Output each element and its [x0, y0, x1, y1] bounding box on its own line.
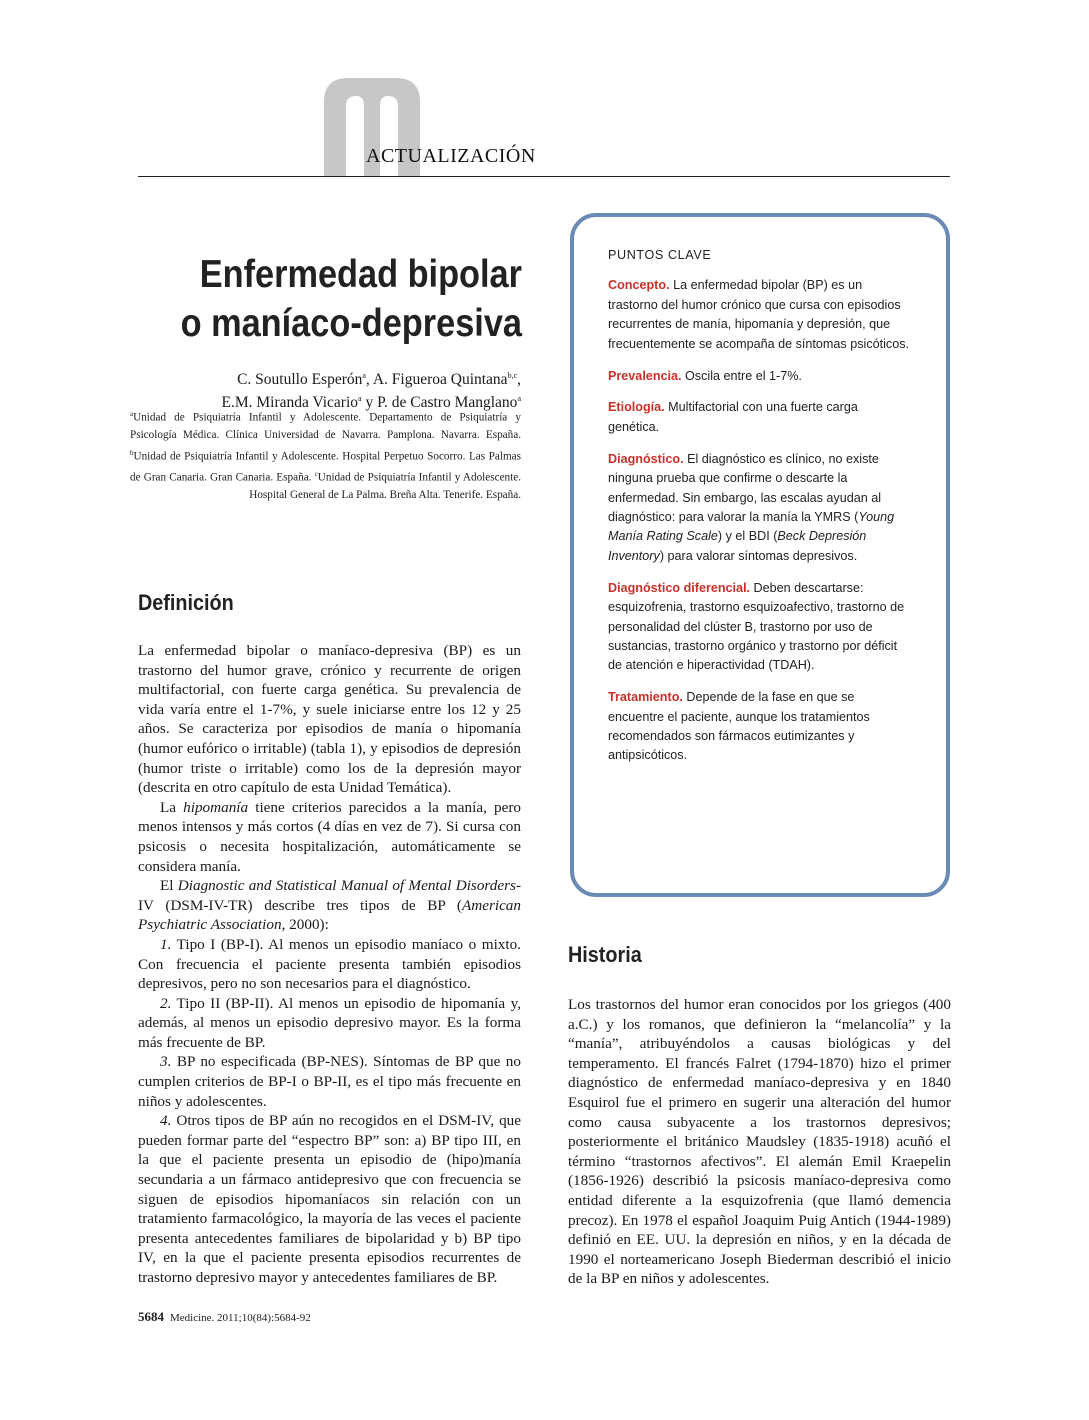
page-footer [138, 1309, 311, 1325]
list-number: 2. [160, 994, 172, 1012]
text-run: BP no especificada (BP-NES). Síntomas de BP que no cumplen criterios de BP-I o BP-II, es el tipo más frecuente en niños y adolescentes. [138, 1053, 521, 1110]
page-number: 5684 [138, 1309, 164, 1324]
paragraph: Los trastornos del humor eran conocidos por los griegos (400 a.C.) y los romanos, que definieron la “melancolía” y la “manía”, atribuyéndolos a causas biológicas y del temperamento. El francés Falret (1794-1870) hizo el primer diagnóstico de enfermedad maníaco-depresiva y en 1840 Esquirol fue el primero en sugerir una alteración del humor como causa subyacente a los trastornos depresivos; posteriormente el británico Maudsley (1835-1918) acuñó el término “trastornos afectivos”. El alemán Emil Kraepelin (1856-1926) describió la psicosis maníaco-depresiva como entidad diferente a la esquizofrenia (que llamó demencia precoz). En 1978 el español Joaquim Puig Antich (1944-1989) definió en EE. UU. la depresión en niños, y en la década de 1990 el norteamericano Joseph Biederman describió el inicio de la BP en niños y adolescentes. [568, 996, 951, 1288]
key-point-tratamiento [608, 688, 910, 766]
section-heading-definicion: Definición [138, 590, 234, 615]
paragraph: La enfermedad bipolar o maníaco-depresiva (BP) es un trastorno del humor grave, crónico y recurrente de origen multifactorial, con fuerte carga genética. Su prevalencia de vida varía entre el 1-7%, y suele iniciarse entre los 12 y 25 años. Se caracteriza por episodios de manía o hipomanía (humor eufórico o irritable) (tabla 1), y episodios de depresión (humor triste o irritable) como los de la depresión mayor (descrita en otro capítulo de esta Unidad Temática). [138, 642, 521, 797]
key-point-label: Tratamiento. [608, 690, 683, 705]
italic-term: hipomanía [183, 798, 249, 816]
author-separator: , [517, 371, 521, 389]
key-point-label: Diagnóstico diferencial. [608, 580, 751, 595]
list-item [138, 1052, 521, 1111]
key-point-label: Prevalencia. [608, 368, 682, 383]
list-number: 1. [160, 935, 172, 953]
title-line-1: Enfermedad bipolar [199, 253, 522, 296]
text-run: La [160, 798, 184, 816]
key-point-text: ) para valorar síntomas depresivos. [659, 548, 858, 563]
text-run: -IV (DSM-IV-TR) describe tres tipos de BP ( [138, 877, 521, 914]
text-run: Tipo I (BP-I). Al menos un episodio maníaco o mixto. Con frecuencia el paciente presenta también episodios depresivos, pero no son necesarios para el diagnóstico. [138, 935, 521, 993]
affiliation-text: Unidad de Psiquiatría Infantil y Adolescente. Departamento de Psiquiatría y Psicología Médica. Clínica Universidad de Navarra. Pamplona. Navarra. España. [130, 411, 521, 442]
key-point-diferencial [608, 579, 910, 676]
key-point-label: Etiología. [608, 400, 665, 415]
article-title [168, 250, 522, 348]
title-line-2: o maníaco-depresiva [180, 302, 523, 345]
key-point-text: Oscila entre el 1-7%. [681, 368, 802, 383]
key-point-text: Deben descartarse: esquizofrenia, trastorno esquizoafectivo, trastorno de personalidad del clúster B, trastorno por uso de sustancias, trastorno orgánico y trastorno por déficit de atención e hiperactividad (TDAH). [608, 580, 905, 673]
author-name: C. Soutullo Esperón [237, 371, 363, 389]
affil-mark: b [130, 448, 134, 457]
historia-body [568, 995, 951, 1289]
key-points-title: PUNTOS CLAVE [608, 248, 712, 262]
list-item [138, 1111, 521, 1287]
key-point-concepto [608, 276, 910, 354]
author-name: E.M. Miranda Vicario [221, 394, 359, 412]
author-affil-mark: a [517, 394, 521, 404]
author-name: A. Figueroa Quintana [372, 371, 508, 389]
section-heading-historia: Historia [568, 942, 642, 967]
list-number: 4. [160, 1112, 172, 1130]
key-point-text: Depende de la fase en que se encuentre el paciente, aunque los tratamientos recomendados son fármacos eutimizantes y antipsicóticos. [608, 690, 870, 763]
scale-name: Young Manía Rating Scale [608, 509, 895, 544]
italic-term: Diagnostic and Statistical Manual of Mental Disorders [177, 877, 516, 895]
key-point-text: El diagnóstico es clínico, no existe ninguna prueba que confirme o descarte la enfermedad. Sin embargo, las escalas ayudan al diagnóstico: para valorar la manía la YMRS ( [608, 451, 882, 524]
text-run: Otros tipos de BP aún no recogidos en el DSM-IV, que pueden formar parte del “espectro BP” son: a) BP tipo III, en la que el paciente presenta un episodio de (hipo)manía secundaria a un fármaco antidepresivo que con frecuencia se siguen de episodios hipomaníacos sin relación con un tratamiento farmacológico, la mayoría de las veces el paciente presenta antecedentes familiares de bipolaridad y b) BP tipo IV, en la que el paciente presenta episodios recurrentes de trastorno depresivo mayor y antecedentes familiares de BP. [138, 1112, 521, 1286]
key-point-prevalencia [608, 367, 910, 386]
text-run: tiene criterios parecidos a la manía, pero menos intensos y más cortos (4 días en vez de 7). Si cursa con psicosis o necesita hospitalización, automáticamente se considera manía. [138, 798, 521, 875]
key-point-text: ) y el BDI ( [717, 529, 778, 544]
citation: Medicine. 2011;10(84):5684-92 [170, 1312, 311, 1324]
section-label: ACTUALIZACIÓN [366, 145, 536, 167]
header-rule [138, 176, 950, 177]
key-point-etiologia [608, 398, 910, 437]
affiliations [130, 406, 521, 505]
list-item [138, 994, 521, 1053]
author-name: P. de Castro Manglano [377, 394, 518, 412]
paragraph [138, 798, 521, 876]
key-point-text: La enfermedad bipolar (BP) es un trastorno del humor crónico que cursa con episodios recurrentes de manía, hipomanía y depresión, que frecuentemente se acompaña de síntomas psicóticos. [608, 278, 910, 351]
author-separator: , [365, 371, 373, 389]
key-point-diagnostico [608, 450, 910, 566]
scale-name: Beck Depresión Inventory [608, 529, 867, 563]
key-point-text: Multifactorial con una fuerte carga genética. [608, 400, 858, 434]
italic-term: American Psychiatric Association [138, 896, 521, 934]
key-point-label: Concepto. [608, 278, 670, 293]
list-number: 3. [160, 1053, 172, 1071]
affiliation-text: Unidad de Psiquiatría Infantil y Adolescente. Hospital General de La Palma. Breña Alta. Tenerife. España. [249, 471, 522, 502]
affiliation-text: Unidad de Psiquiatría Infantil y Adolescente. Hospital Perpetuo Socorro. Las Palmas de Gran Canaria. Gran Canaria. España. [130, 450, 521, 484]
affil-mark: c [314, 469, 318, 478]
text-run: , 2000): [281, 916, 329, 934]
list-item [138, 935, 521, 994]
key-points-content [608, 246, 910, 778]
text-run: El [160, 877, 178, 895]
definicion-body [138, 641, 521, 1288]
author-affil-mark: a [362, 371, 366, 380]
author-affil-mark: a [358, 394, 362, 404]
author-separator: y [361, 394, 378, 412]
affil-mark: a [130, 410, 134, 418]
paragraph [138, 876, 521, 935]
author-affil-mark: b,c [507, 371, 518, 380]
text-run: Tipo II (BP-II). Al menos un episodio de hipomanía y, además, al menos un episodio depresivo mayor. Es la forma más frecuente de BP. [138, 994, 521, 1051]
key-point-label: Diagnóstico. [608, 451, 684, 466]
